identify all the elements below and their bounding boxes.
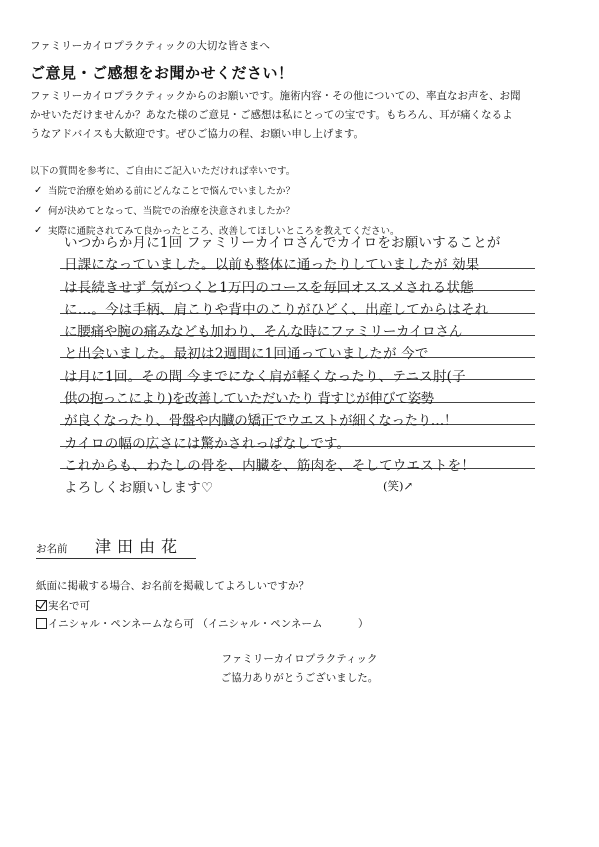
question-list (34, 180, 400, 240)
option-label: イニシャル・ペンネームなら可 （イニシャル・ペンネーム (48, 618, 323, 630)
greeting-header: ファミリーカイロプラクティックの大切な皆さまへ (30, 40, 270, 52)
questions-prompt: 以下の質問を参考に、ご自由にご記入いただければ幸いです。 (30, 166, 296, 177)
handwritten-line: と出会いました。最初は2週間に1回通っていましたが 今で (64, 346, 429, 363)
handwritten-line: いつからか月に1回 ファミリーカイロさんでカイロをお願いすることが (64, 235, 501, 251)
handwritten-line: は月に1回。その間 今までになく肩が軽くなったり、テニス肘(子 (64, 368, 466, 385)
intro-line: うなアドバイスも大歓迎です。ぜひご協力の程、お願い申し上げます。 (30, 128, 365, 140)
handwritten-note: (笑)↗ (383, 479, 414, 493)
intro-line: ファミリーカイロプラクティックからのお願いです。施術内容・その他についての、率直なお声を、お聞 (30, 90, 521, 102)
handwritten-line: が良くなったり、骨盤や内臓の矯正でウエストが細くなったり…！ (64, 413, 457, 430)
publish-question: 紙面に掲載する場合、お名前を掲載してよろしいですか？ (36, 580, 309, 592)
question-text: 何が決めてとなって、当院での治療を決意されましたか？ (48, 206, 295, 217)
handwritten-line: よろしくお願いします♡ (64, 480, 214, 497)
intro-paragraph (30, 87, 570, 144)
handwritten-line: 供の抱っこにより)を改善していただいたり 背すじが伸びて姿勢 (64, 391, 434, 408)
name-underline (36, 558, 196, 559)
option-label: 実名で可 (48, 600, 90, 612)
name-value: 津田由花 (95, 537, 184, 556)
handwritten-line: は長続きせず 気がつくと1万円のコースを毎回オススメされる状態 (64, 279, 474, 296)
question-text: 実際に通院されてみて良かったところ、改善してほしいところを教えてください。 (48, 226, 400, 237)
handwritten-line: に腰痛や腕の痛みなども加わり、そんな時にファミリーカイロさん (64, 324, 463, 341)
question-text: 当院で治療を始める前にどんなことで悩んでいましたか？ (48, 186, 296, 197)
handwritten-line: カイロの幅の広さには驚かされっぱなしです。 (64, 435, 351, 452)
handwritten-line: これからも、わたしの骨を、内臓を、筋肉を、そしてウエストを！ (64, 457, 475, 474)
footer-thanks: ご協力ありがとうございました。 (220, 672, 379, 684)
checkmark-icon: ✓ (34, 204, 43, 216)
handwritten-line: に…。今は手柄、肩こりや背中のこりがひどく、出産してからはそれ (64, 301, 489, 318)
question-item (34, 180, 400, 200)
option-initials[interactable] (36, 616, 322, 631)
checkbox-icon[interactable] (36, 618, 47, 629)
checked-checkbox-icon[interactable] (36, 600, 47, 611)
intro-line: かせいただけませんか？あなた様のご意見・ご感想は私にとっての宝です。もちろん、耳が痛くなるよ (30, 109, 513, 121)
handwritten-comment (64, 232, 544, 500)
handwritten-line: 日課になっていました。以前も整体に通ったりしていましたが 効果 (64, 257, 480, 274)
option-real-name[interactable] (36, 598, 90, 613)
checkmark-icon: ✓ (34, 224, 43, 236)
name-label: お名前 (36, 543, 68, 555)
checkmark-icon: ✓ (34, 184, 43, 196)
option-close-paren: ） (358, 618, 369, 630)
question-item (34, 200, 400, 220)
page-title: ご意見・ご感想をお聞かせください！ (30, 64, 294, 82)
footer-clinic: ファミリーカイロプラクティック (221, 653, 378, 665)
